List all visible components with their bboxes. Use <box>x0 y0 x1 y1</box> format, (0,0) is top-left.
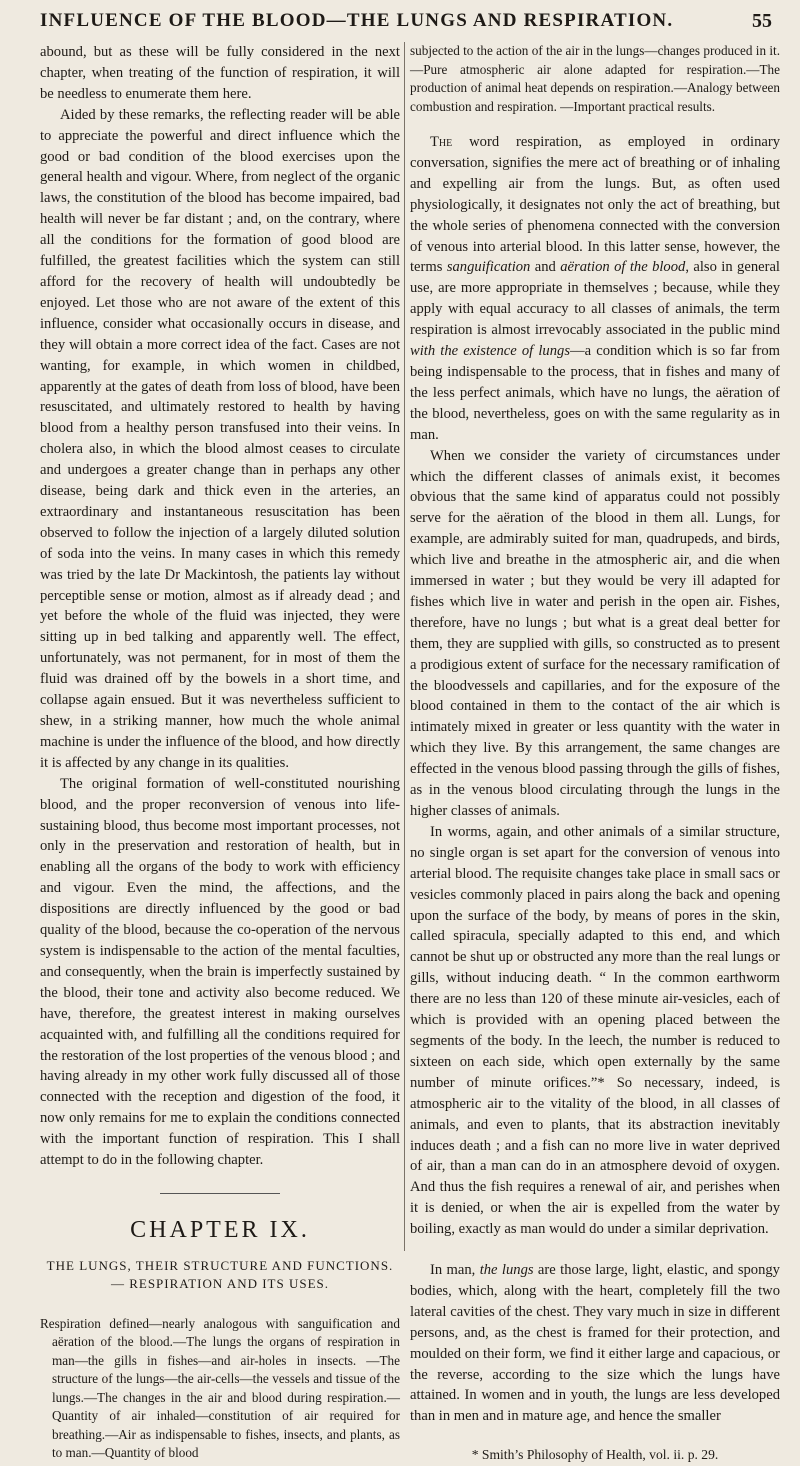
paragraph: abound, but as these will be fully considered in the next chapter, when treating of the function of respiration, it will be needless to enumerate them here. <box>40 44 400 102</box>
paragraph: When we consider the variety of circumstances under which the different classes of animals exist, it becomes obvious that the same kind of apparatus could not possibly serve for the aëration of the blood in them all. Lungs, for example, are admirably suited for man, quadrupeds, and birds, which live and breathe in the atmospheric air, and die when immersed in water ; but they would be very ill adapted for fishes which live in water and perish in the open air. Fishes, therefore, have no lungs ; but what is a great deal better for them, they are supplied with gills, so constructed as to present a prodigious extent of surface for the necessary ramification of the bloodvessels and capillaries, and for the exposure of the blood contained in them to the contact of the air which is intimately mixed in greater or less quantity with the water in which they live. By this arrangement, the same changes are effected in the venous blood passing through the gills of fishes, as in the venous blood circulating through the lungs in the higher classes of animals. <box>410 447 780 819</box>
page-number: 55 <box>752 9 772 32</box>
chapter-subtitle: THE LUNGS, THEIR STRUCTURE AND FUNCTIONS.— RESPIRATION AND ITS USES. <box>46 1257 394 1291</box>
lead-word: The <box>430 134 453 150</box>
running-head: INFLUENCE OF THE BLOOD—THE LUNGS AND RESPIRATION. <box>40 10 674 31</box>
chapter-summary: Respiration defined—nearly analogous with sanguification and aëration of the blood.—The lungs the organs of respiration in man—the gills in fishes—and air-holes in insects. —The structure of the lungs—the air-cells—the vessels and tissue of the lungs.—The changes in the air and blood during respiration.—Quantity of air inhaled—constitution of air required for breathing.—Air as indispensable to fishes, insects, and plants, as to man.—Quantity of blood <box>40 1315 400 1461</box>
chapter-title: CHAPTER IX. <box>130 1216 310 1243</box>
left-column <box>40 42 400 1461</box>
paragraph: The word respiration, as employed in ordinary conversation, signifies the mere act of breathing or of inhaling and expelling air from the lungs. But, as often used physiologically, it designates not only the act of breathing, but the whole series of phenomena connected with the conversion of venous into arterial blood. In this latter sense, however, the terms sanguification and aëration of the blood, also in general use, are more appropriate in themselves ; because, while they apply with equal accuracy to all classes of animals, the term respiration is almost irrevocably associated in the public mind with the existence of lungs—a condition which is so far from being indispensable to the process, that in fishes and many of the less perfect animals, which have no lungs, the aëration of the blood, nevertheless, goes on with the same regularity as in man. <box>410 134 780 443</box>
chapter-divider <box>160 1193 280 1194</box>
right-column <box>410 42 780 1463</box>
column-divider <box>404 42 405 1251</box>
paragraph: Aided by these remarks, the reflecting reader will be able to appreciate the powerful and direct influence which the good or bad condition of the blood exercises upon the general health and vigour. Where, from neglect of the organic laws, the constitution of the blood has become impaired, bad health will never be far distant ; and, on the contrary, where all the conditions for the formation of good blood are fulfilled, the greatest facilities which the system can still afford for the recovery of health will undoubtedly be enjoyed. Let those who are not aware of the extent of this influence, consider what occasionally occurs in disease, and they will obtain a more correct idea of the fact. Cases are not wanting, for example, in which women in childbed, apparently at the gates of death from loss of blood, have been resuscitated, and ultimately restored to health by having blood from a healthy person transfused into their veins. In cholera also, in which the blood almost ceases to circulate and undergoes a greater change than in perhaps any other disease, being dark and thick even in the arteries, an extraordinary and instantaneous resuscitation has been observed to follow the injection of a largely diluted solution of soda into the veins. In many cases in which this remedy was tried by the late Dr Mackintosh, the patients lay without perceptible sense or motion, almost as if already dead ; and yet before the whole of the fluid was injected, they were sitting up in bed talking and apparently well. The effect, unfortunately, was not permanent, for in most of them the fluid was drained off by the bowels in a short time, and collapse again ensued. But it was nevertheless sufficient to shew, in a striking manner, how much the whole animal machine is under the influence of the blood, and how directly it is affected by any change in its qualities. <box>40 106 400 771</box>
chapter-summary-continued: subjected to the action of the air in the lungs—changes produced in it.—Pure atmospheric air alone adapted for respiration.—The production of animal heat depends on respiration.—Analogy between combustion and respiration. —Important practical results. <box>410 43 780 114</box>
paragraph: The original formation of well-constituted nourishing blood, and the proper reconversion of venous into life-sustaining blood, thus become most important processes, not only in the preservation and restoration of health, but in enabling all the organs of the body to work with efficiency and vigour. Even the mind, the affections, and the dispositions are directly influenced by the good or bad quality of the blood, because the co-operation of the nervous system is indispensable to the action of the mental faculties, and consequently, when the brain is imperfectly sustained by the blood, their tone and activity also become reduced. We have, therefore, the greatest interest in making ourselves acquainted with, and fulfilling all the conditions required for the restoration of the lost properties of the venous blood ; and having already in my other work fully discussed all of those connected with the reception and digestion of the food, it now only remains for me to explain the conditions connected with the important function of respiration. This I shall attempt to do in the following chapter. <box>40 775 400 1169</box>
page-header <box>40 6 772 36</box>
paragraph: In worms, again, and other animals of a similar structure, no single organ is set apart for the conversion of venous into arterial blood. The requisite changes take place in small sacs or vesicles commonly placed in pairs along the back and opening upon the surface of the body, by means of pores in the skin, called spiracula, specially adapted to this end, and which cannot be shut up or obstructed any more than the real lungs or gills, without inducing death. “ In the common earthworm there are no less than 120 of these minute air-vesicles, each of which is provided with an opening placed between the segments of the body. In the leech, the number is reduced to sixteen on each side, which open externally by the same number of minute orifices.”* So necessary, indeed, is atmospheric air to the vitality of the blood, in all classes of animals, and even to plants, that its abstraction inevitably induces death ; and a fish can no more live in water deprived of air, than a man can do in an atmosphere devoid of oxygen. And thus the fish requires a renewal of air, and perishes when it is denied, or when the air is expelled from the water by boiling, exactly as man would do under a similar deprivation. <box>410 823 780 1238</box>
footnote: * Smith’s Philosophy of Health, vol. ii. p. 29. <box>471 1447 719 1463</box>
paragraph: In man, the lungs are those large, light, elastic, and spongy bodies, which, along with the heart, completely fill the two lateral cavities of the chest. They vary much in size in different persons, and, as the chest is framed for their protection, and moulded on their form, we find it either large and capacious, or the reverse, according to the size which the lungs have attained. In women and in youth, the lungs are less developed than in men and in mature age, and hence the smaller <box>410 1262 780 1425</box>
